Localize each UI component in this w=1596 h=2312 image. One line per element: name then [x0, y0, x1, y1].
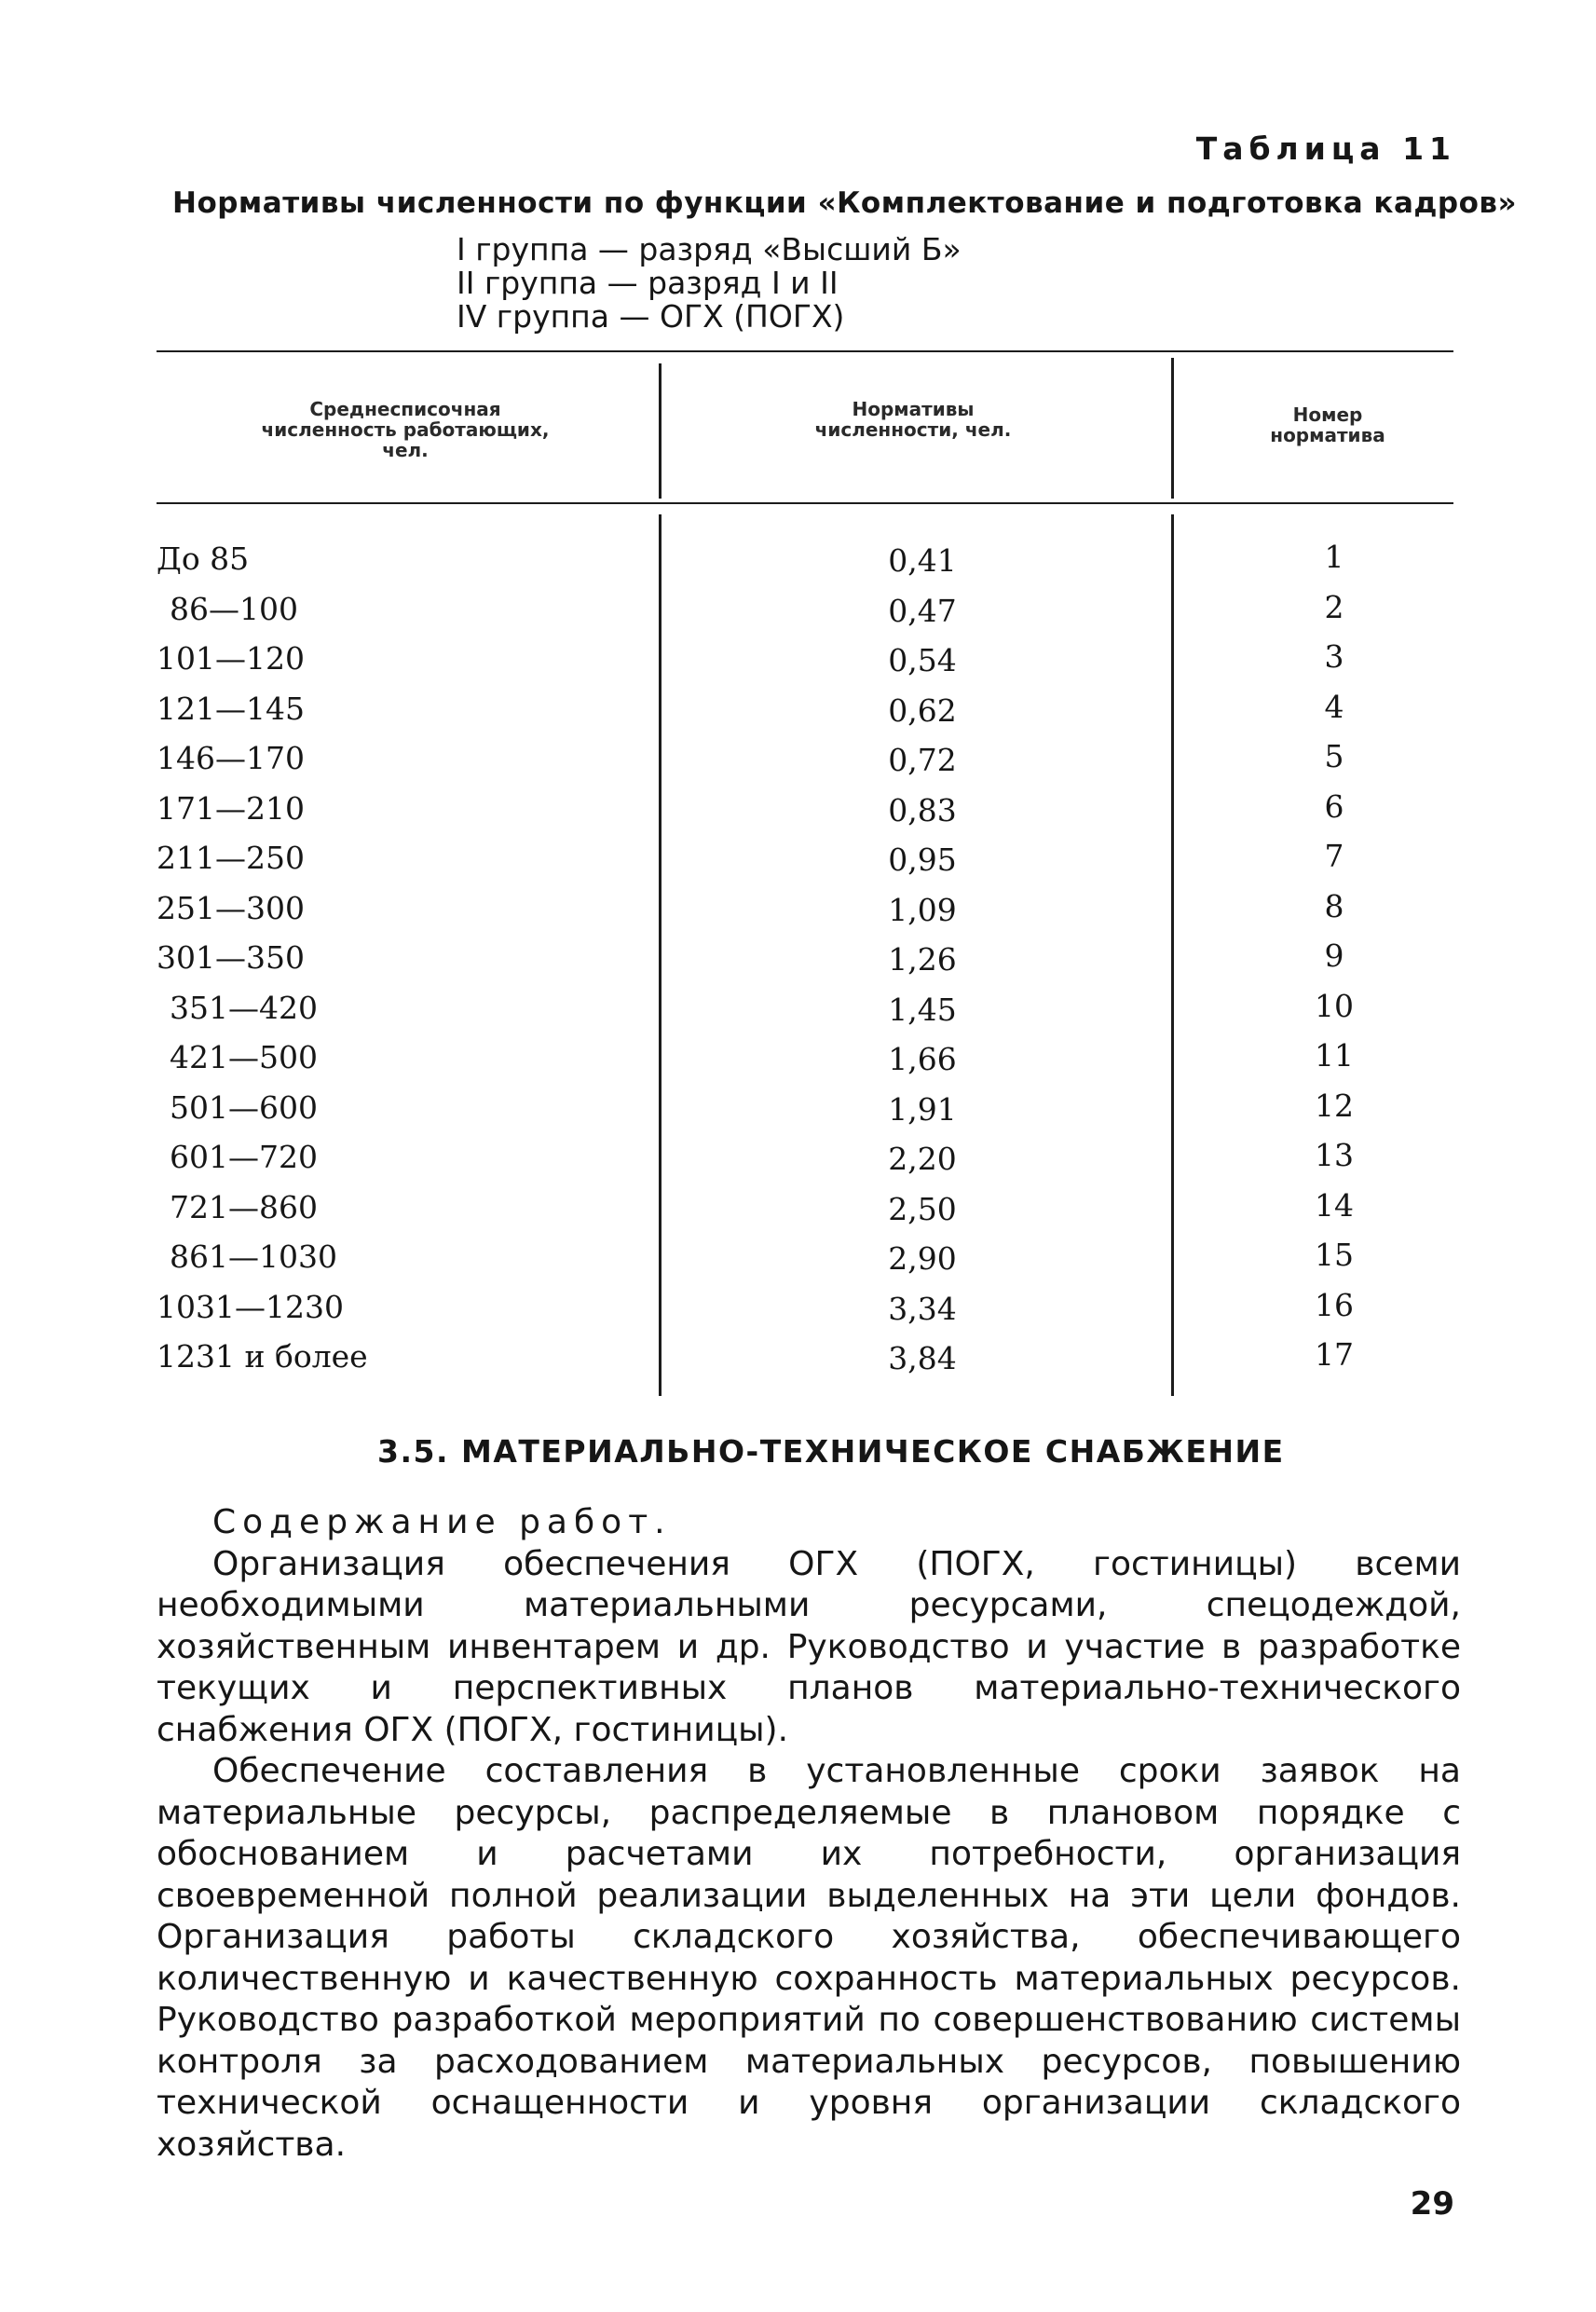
table-cell: 0,83	[888, 791, 957, 828]
section-subtitle: Содержание работ.	[212, 1503, 672, 1541]
table-cell: 13	[1315, 1137, 1354, 1173]
body-paragraph: Организация обеспечения ОГХ (ПОГХ, гостиницы) всеми необходимыми материальными ресурсами, спецодеждой, хозяйственным инвентарем и др. Руководство и участие в разработке текущих и перспективных планов материально-технического снабжения ОГХ (ПОГХ, гостиницы).	[157, 1544, 1461, 1749]
table-cell: 1,26	[888, 941, 957, 978]
table-cell: 2,20	[888, 1141, 957, 1177]
table-cell: 2	[1324, 588, 1344, 625]
table-cell: 16	[1315, 1286, 1354, 1323]
table-cell: 86—100	[170, 590, 298, 627]
table-cell: 721—860	[170, 1188, 318, 1225]
section-title: 3.5. МАТЕРИАЛЬНО-ТЕХНИЧЕСКОЕ СНАБЖЕНИЕ	[377, 1433, 1285, 1470]
table-cell: 9	[1324, 937, 1344, 974]
table-cell: 1	[1324, 539, 1344, 575]
group-list	[457, 233, 962, 334]
table-label: Таблица 11	[1195, 130, 1456, 167]
column-header-norm: Нормативы численности, чел.	[814, 398, 1012, 441]
table-cell: 3,84	[888, 1340, 957, 1376]
table-cell: 2,50	[888, 1190, 957, 1227]
table-cell: 1,45	[888, 991, 957, 1028]
table-cell: 0,54	[888, 642, 957, 678]
table-column-divider	[659, 363, 662, 499]
group-line: II группа — разряд I и II	[457, 265, 839, 301]
table-cell: 0,95	[888, 841, 957, 878]
table-cell: 351—420	[170, 989, 318, 1026]
table-cell: 1,91	[888, 1090, 957, 1128]
table-cell: 1,66	[888, 1041, 957, 1077]
table-cell: 1231 и более	[157, 1338, 368, 1375]
table-cell: 2,90	[888, 1240, 957, 1277]
table-column-divider	[659, 514, 662, 1396]
table-column-divider	[1171, 358, 1174, 499]
norm-column	[671, 536, 1174, 1384]
table-cell: 4	[1324, 688, 1344, 725]
table-cell: 10	[1315, 987, 1354, 1024]
table-cell: 501—600	[170, 1088, 318, 1126]
body-paragraph: Обеспечение составления в установленные сроки заявок на материальные ресурсы, распределяемые в плановом порядке с обоснованием и расчетами их потребности, организация своевременной полной реализации выделенных на эти цели фондов. Организация работы складского хозяйства, обеспечивающего количественную и качественную сохранность материальных ресурсов. Руководство разработкой мероприятий по совершенствованию системы контроля за расходованием материальных ресурсов, повышению технической оснащенности и уровня организации складского хозяйства.	[157, 1752, 1461, 2164]
table-cell: 8	[1324, 887, 1344, 924]
number-column	[1176, 532, 1493, 1380]
table-cell: 121—145	[157, 690, 305, 727]
table-title: Нормативы численности по функции «Комплектование и подготовка кадров»	[172, 186, 1518, 220]
page-number: 29	[1410, 2185, 1454, 2223]
table-cell: 1,09	[888, 891, 957, 928]
table-cell: 251—300	[157, 889, 305, 926]
table-cell: 0,41	[888, 542, 957, 579]
table-cell: 3	[1324, 638, 1344, 675]
table-cell: 14	[1315, 1186, 1354, 1224]
table-cell: 0,47	[888, 592, 957, 629]
table-cell: До 85	[157, 540, 250, 577]
column-header-headcount: Среднесписочная численность работающих, чел.	[261, 398, 550, 461]
table-cell: 0,62	[888, 691, 957, 729]
column-header-number: Номер норматива	[1270, 404, 1385, 446]
table-cell: 301—350	[157, 939, 305, 976]
table-cell: 861—1030	[170, 1238, 337, 1275]
section-body	[157, 1502, 1461, 2166]
table-cell: 601—720	[170, 1139, 318, 1175]
group-line: IV группа — ОГХ (ПОГХ)	[457, 298, 845, 335]
headcount-column	[157, 534, 641, 1382]
table-cell: 3,34	[888, 1290, 957, 1327]
table-cell: 7	[1324, 838, 1344, 874]
table-cell: 11	[1315, 1037, 1354, 1074]
table-cell: 12	[1315, 1087, 1354, 1124]
table-cell: 421—500	[170, 1039, 318, 1075]
table-cell: 0,72	[888, 742, 957, 778]
table-header-rule	[157, 502, 1453, 504]
table-cell: 101—120	[157, 640, 305, 677]
table-cell: 211—250	[157, 840, 305, 876]
table-cell: 5	[1324, 738, 1344, 774]
table-top-rule	[157, 350, 1453, 352]
table-cell: 15	[1315, 1237, 1354, 1273]
table-cell: 6	[1324, 787, 1344, 825]
group-line: I группа — разряд «Высший Б»	[457, 231, 962, 267]
table-cell: 146—170	[157, 740, 305, 776]
table-cell: 1031—1230	[157, 1288, 344, 1325]
table-cell: 171—210	[157, 789, 305, 827]
table-cell: 17	[1315, 1336, 1354, 1373]
